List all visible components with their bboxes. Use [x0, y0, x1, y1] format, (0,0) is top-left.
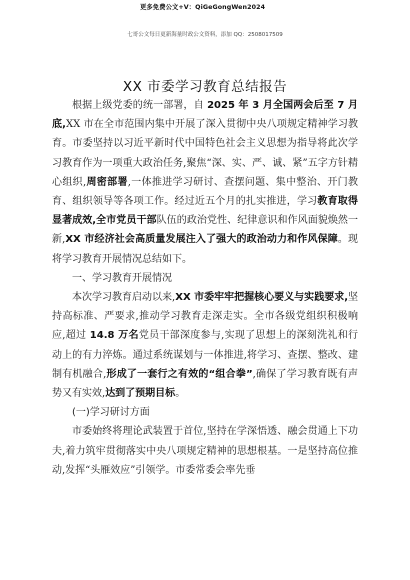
document-title: XX 市委学习教育总结报告: [122, 79, 288, 95]
section-heading: 一、学习教育开展情况: [72, 272, 172, 284]
brand-text: 更多免费公文+V：QiGeGongWen2024: [140, 4, 266, 11]
study-paragraph: 市委始终将理论武装置于首位,坚持在学深悟透、融会贯通上下功夫,着力筑牢贯彻落实中央八项规定精神的思想根基。一是坚持高位推动,发挥“头雁效应”引领学。市委常委会率先垂: [52, 426, 358, 476]
overview-paragraph: 本次学习教育启动以来,XX 市委牢牢把握核心要义与实践要求,坚持高标准、严要求,推动学习教育走深走实。全市各级党组织积极响应,超过 14.8 万名党员干部深度参与,实现了思想上的深刻洗礼和行动上的有力淬炼。通过系统谋划与一体推进,将学习、查摆、整改、建制有机融合,形成了一套行之有效的“组合拳”,确保了学习教育既有声势又有实效,达到了预期目标。: [52, 292, 359, 400]
top-banner: [0, 0, 410, 16]
intro-paragraph: 根据上级党委的统一部署，自 2025 年 3 月全国两会后至 7 月底,XX 市在全市范围内集中开展了深入贯彻中央八项规定精神学习教育。市委坚持以习近平新时代中国特色社会主义思想为指导将此次学习教育作为一项重大政治任务,聚焦“深、实、严、诚、紧”五字方针精心组织,周密部署,一体推进学习研讨、查摆问题、集中整治、开门教育、组织领导等各项工作。经过近五个月的扎实推进，学习教育取得显著成效,全市党员干部队伍的政治党性、纪律意识和作风面貌焕然一新,XX 市经济社会高质量发展注入了强大的政治动力和作风保障。现将学习教育开展情况总结如下。: [52, 100, 359, 265]
subsection-heading: (一)学习研讨方面: [72, 407, 150, 419]
notice-text: 七哥公文每日更新海量时政公文资料，添加 QQ：2508017509: [127, 32, 283, 38]
document-body: [52, 96, 358, 480]
